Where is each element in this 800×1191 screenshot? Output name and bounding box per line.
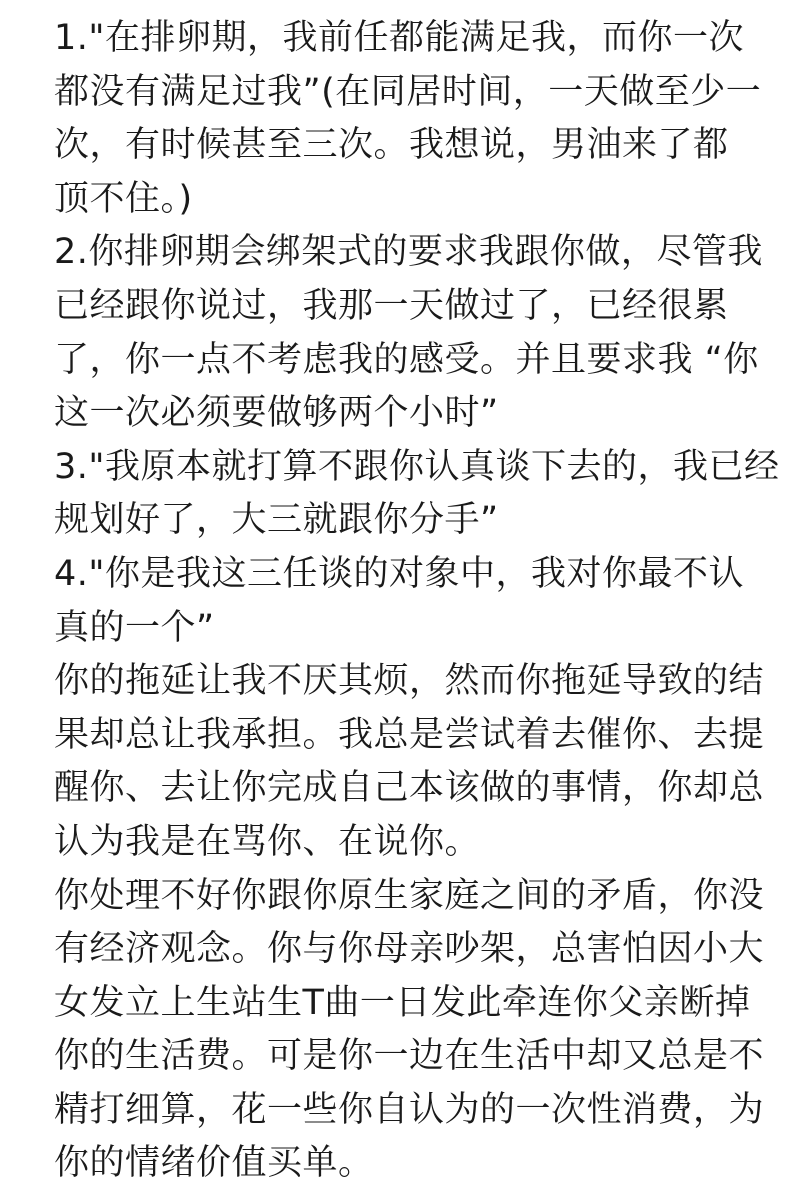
text-line: 有经济观念。你与你母亲吵架，总害怕因小大 [54, 929, 765, 970]
text-line: 已经跟你说过，我那一天做过了，已经很累 [54, 285, 729, 326]
text-line: 女发立上生站生T曲一日发此牵连你父亲断掉 [54, 982, 751, 1023]
text-line: 醒你、去让你完成自己本该做的事情，你却总 [54, 768, 765, 809]
text-line: 顶不住。) [54, 178, 193, 219]
text-line: 这一次必须要做够两个小时” [54, 393, 499, 434]
text-line: 2.你排卵期会绑架式的要求我跟你做，尽管我 [54, 232, 763, 273]
text-line: 你处理不好你跟你原生家庭之间的矛盾，你没 [54, 875, 765, 916]
text-line: 你的拖延让我不厌其烦，然而你拖延导致的结 [54, 661, 765, 702]
text-line: 3."我原本就打算不跟你认真谈下去的，我已经 [54, 446, 780, 487]
text-line: 1."在排卵期，我前任都能满足我，而你一次 [54, 18, 744, 58]
text-line: 都没有满足过我”(在同居时间，一天做至少一 [54, 71, 762, 112]
text-line: 真的一个” [54, 607, 215, 648]
text-line: 你的情绪价值买单。 [54, 1143, 374, 1184]
text-line: 次，有时候甚至三次。我想说，男油来了都 [54, 125, 729, 166]
text-line: 了，你一点不考虑我的感受。并且要求我 “你 [54, 339, 759, 380]
text-line: 果却总让我承担。我总是尝试着去催你、去提 [54, 714, 765, 755]
text-line: 规划好了，大三就跟你分手” [54, 500, 499, 541]
text-line: 4."你是我这三任谈的对象中，我对你最不认 [54, 553, 744, 594]
text-line: 精打细算，花一些你自认为的一次性消费，为 [54, 1089, 765, 1130]
text-line: 认为我是在骂你、在说你。 [54, 821, 481, 862]
text-line: 你的生活费。可是你一边在生活中却又总是不 [54, 1036, 765, 1077]
